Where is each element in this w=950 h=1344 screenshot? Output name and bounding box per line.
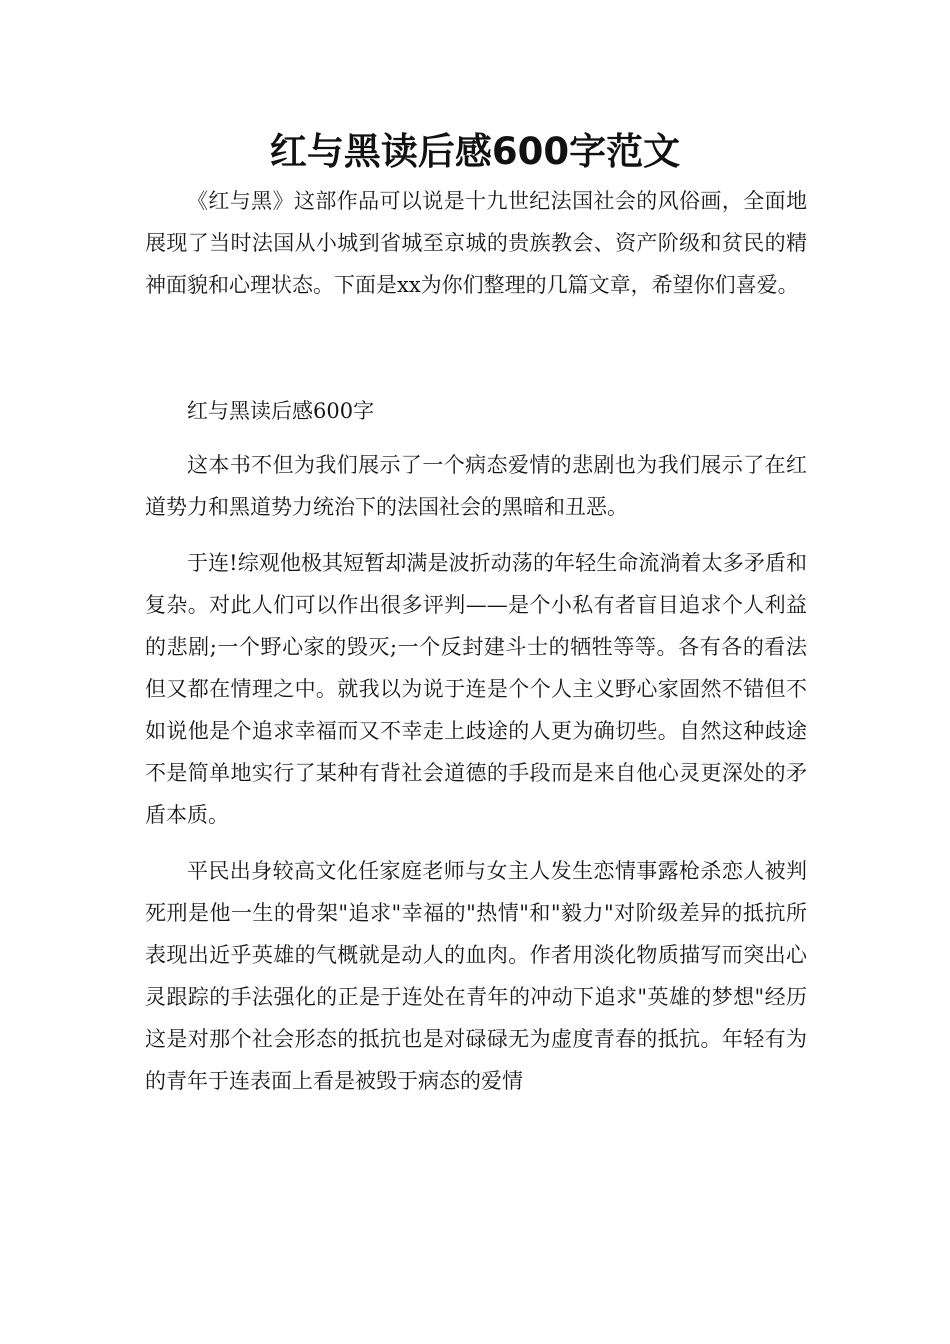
body-paragraph: 平民出身较高文化任家庭老师与女主人发生恋情事露枪杀恋人被判死刑是他一生的骨架"追求"幸福的"热情"和"毅力"对阶级差异的抵抗所表现出近乎英雄的气概就是动人的血肉。作者用淡化物质描写而突出心灵跟踪的手法强化的正是于连处在青年的冲动下追求"英雄的梦想"经历这是对那个社会形态的抵抗也是对碌碌无为虚度青春的抵抗。年轻有为的青年于连表面上看是被毁于病态的爱情 xyxy=(145,859,807,1093)
body-paragraph: 于连!综观他极其短暂却满是波折动荡的年轻生命流淌着太多矛盾和复杂。对此人们可以作出很多评判——是个小私有者盲目追求个人利益的悲剧;一个野心家的毁灭;一个反封建斗士的牺牲等等。各有各的看法但又都在情理之中。就我以为说于连是个个人主义野心家固然不错但不如说他是个追求幸福而又不幸走上歧途的人更为确切些。自然这种歧途不是简单地实行了某种有背社会道德的手段而是来自他心灵更深处的矛盾本质。 xyxy=(145,551,807,827)
intro-paragraph: 《红与黑》这部作品可以说是十九世纪法国社会的风俗画，全面地展现了当时法国从小城到省城至京城的贵族教会、资产阶级和贫民的精神面貌和心理状态。下面是xx为你们整理的几篇文章，希望你们喜爱。 xyxy=(145,189,807,297)
section-heading: 红与黑读后感600字 xyxy=(187,399,375,423)
document-body xyxy=(145,180,807,1116)
document-title: 红与黑读后感600字范文 xyxy=(269,130,681,173)
body-paragraph: 这本书不但为我们展示了一个病态爱情的悲剧也为我们展示了在红道势力和黑道势力统治下的法国社会的黑暗和丑恶。 xyxy=(145,453,807,519)
